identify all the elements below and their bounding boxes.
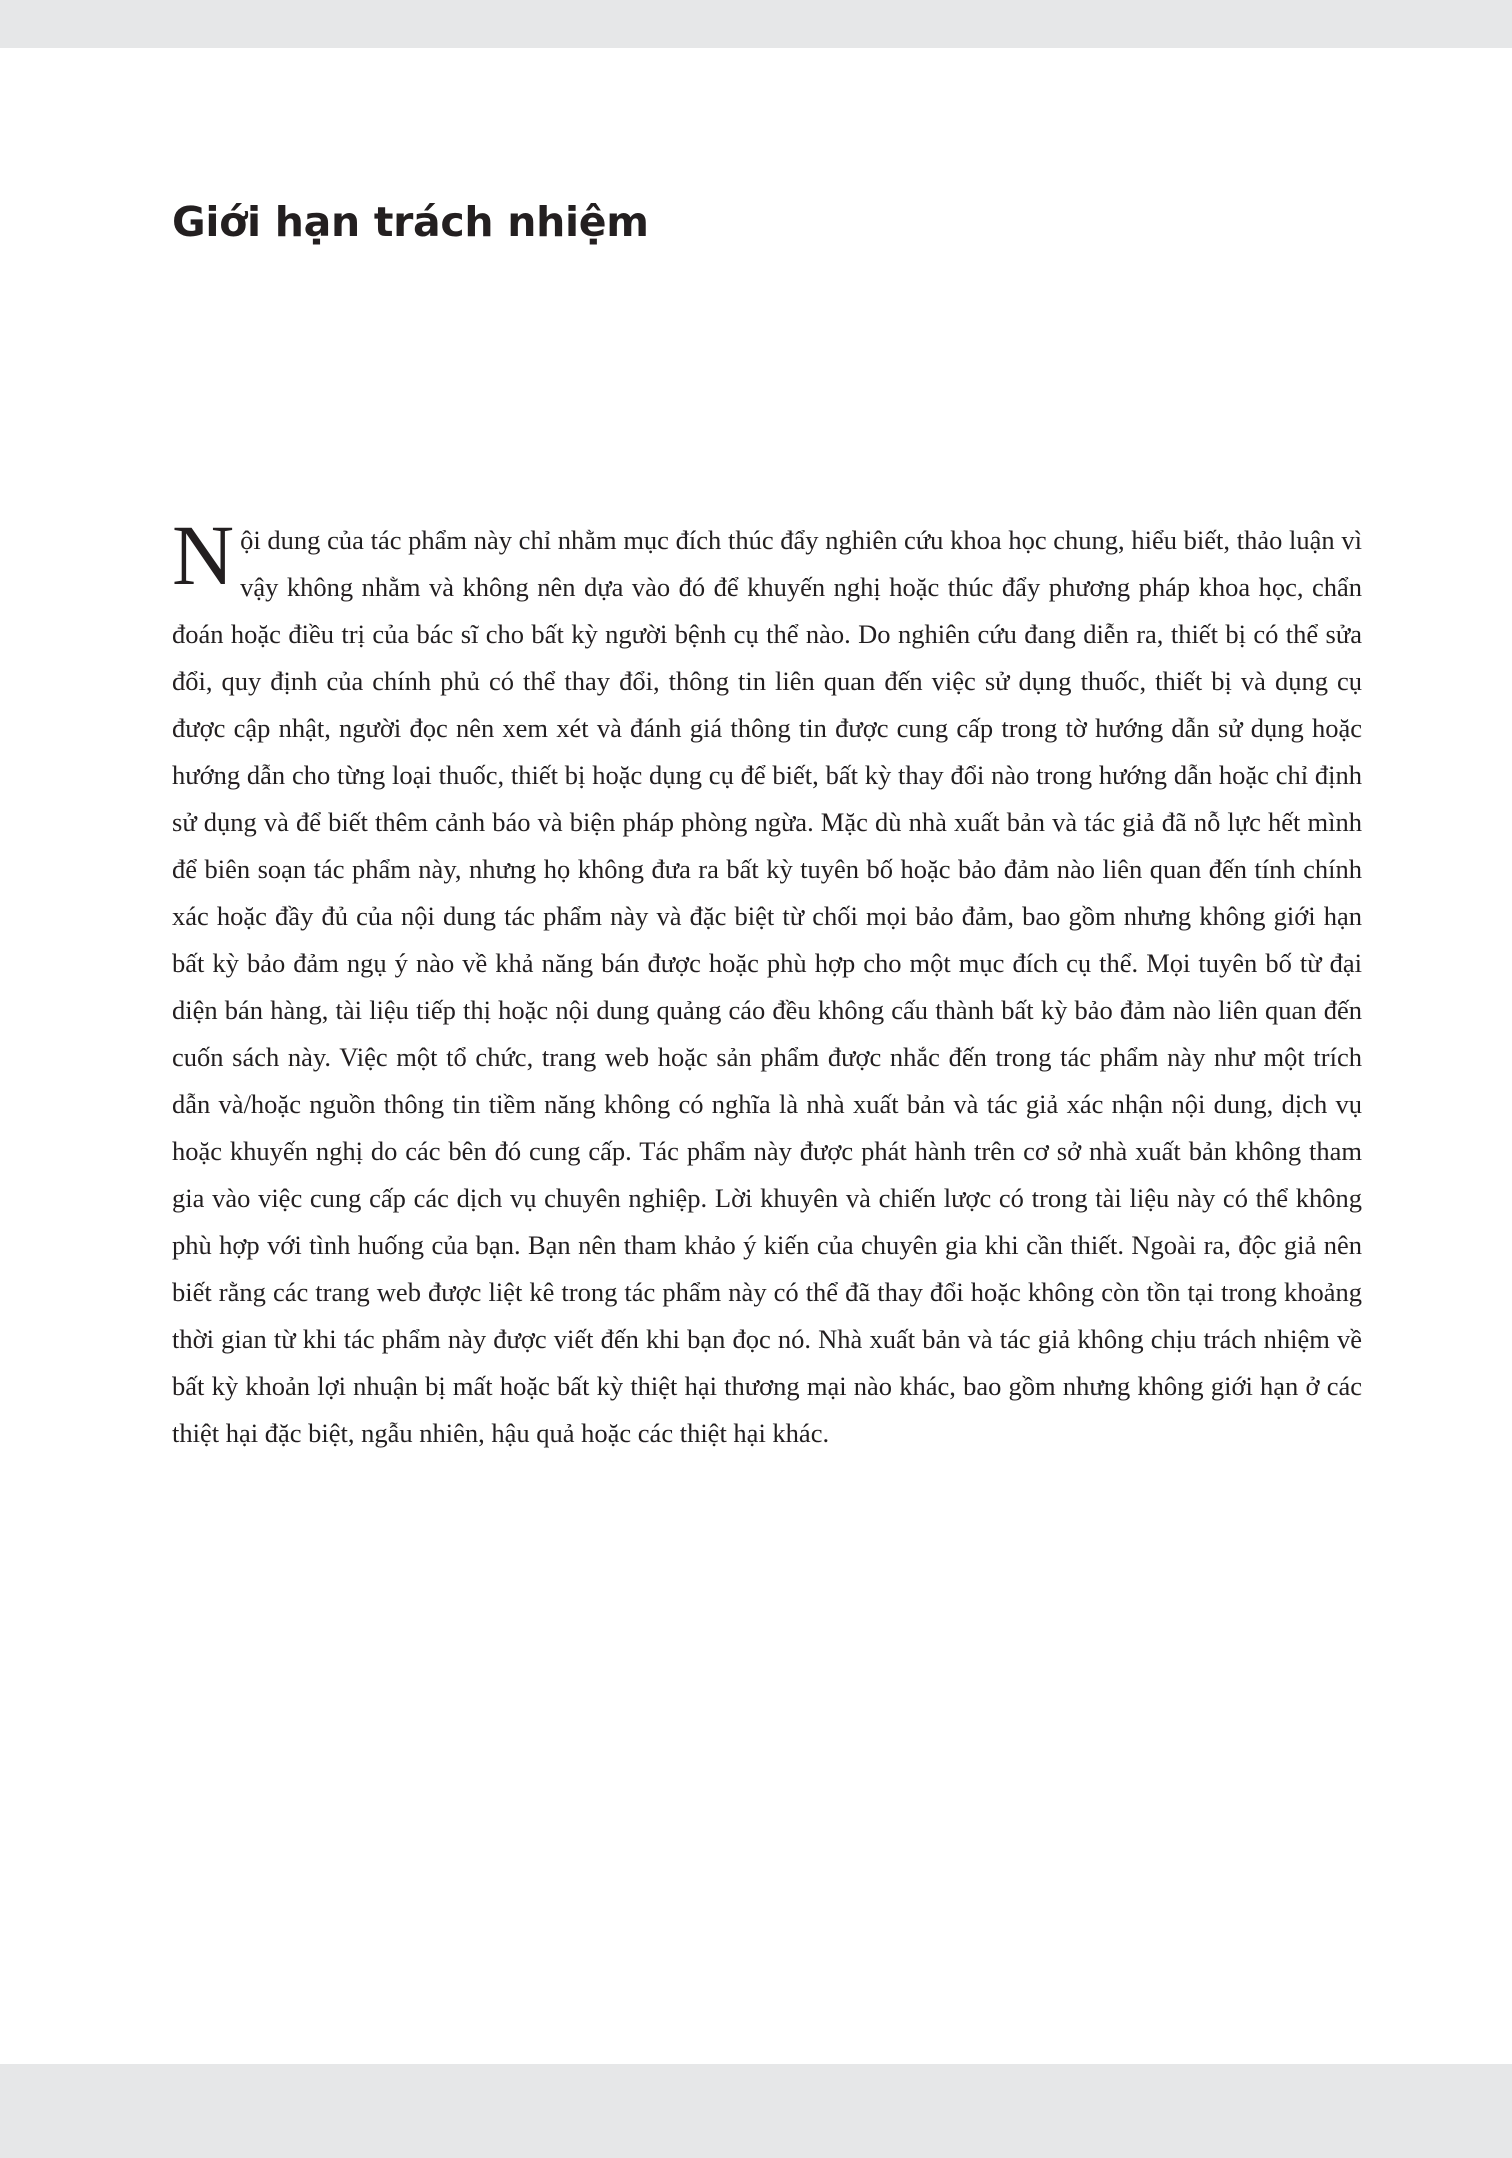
page-title: Giới hạn trách nhiệm [172, 198, 649, 246]
page-content [172, 198, 1362, 1457]
body-text-block [172, 507, 1362, 1457]
disclaimer-paragraph [172, 507, 1362, 1457]
disclaimer-paragraph-text: ội dung của tác phẩm này chỉ nhằm mục đích thúc đẩy nghiên cứu khoa học chung, hiểu biết, thảo luận vì vậy không nhằm và không nên dựa vào đó để khuyến nghị hoặc thúc đẩy phương pháp khoa học, chẩn đoán hoặc điều trị của bác sĩ cho bất kỳ người bệnh cụ thể nào. Do nghiên cứu đang diễn ra, thiết bị có thể sửa đổi, quy định của chính phủ có thể thay đổi, thông tin liên quan đến việc sử dụng thuốc, thiết bị và dụng cụ được cập nhật, người đọc nên xem xét và đánh giá thông tin được cung cấp trong tờ hướng dẫn sử dụng hoặc hướng dẫn cho từng loại thuốc, thiết bị hoặc dụng cụ để biết, bất kỳ thay đổi nào trong hướng dẫn hoặc chỉ định sử dụng và để biết thêm cảnh báo và biện pháp phòng ngừa. Mặc dù nhà xuất bản và tác giả đã nỗ lực hết mình để biên soạn tác phẩm này, nhưng họ không đưa ra bất kỳ tuyên bố hoặc bảo đảm nào liên quan đến tính chính xác hoặc đầy đủ của nội dung tác phẩm này và đặc biệt từ chối mọi bảo đảm, bao gồm nhưng không giới hạn bất kỳ bảo đảm ngụ ý nào về khả năng bán được hoặc phù hợp cho một mục đích cụ thể. Mọi tuyên bố từ đại diện bán hàng, tài liệu tiếp thị hoặc nội dung quảng cáo đều không cấu thành bất kỳ bảo đảm nào liên quan đến cuốn sách này. Việc một tổ chức, trang web hoặc sản phẩm được nhắc đến trong tác phẩm này như một trích dẫn và/hoặc nguồn thông tin tiềm năng không có nghĩa là nhà xuất bản và tác giả xác nhận nội dung, dịch vụ hoặc khuyến nghị do các bên đó cung cấp. Tác phẩm này được phát hành trên cơ sở nhà xuất bản không tham gia vào việc cung cấp các dịch vụ chuyên nghiệp. Lời khuyên và chiến lược có trong tài liệu này có thể không phù hợp với tình huống của bạn. Bạn nên tham khảo ý kiến của chuyên gia khi cần thiết. Ngoài ra, độc giả nên biết rằng các trang web được liệt kê trong tác phẩm này có thể đã thay đổi hoặc không còn tồn tại trong khoảng thời gian từ khi tác phẩm này được viết đến khi bạn đọc nó. Nhà xuất bản và tác giả không chịu trách nhiệm về bất kỳ khoản lợi nhuận bị mất hoặc bất kỳ thiệt hại thương mại nào khác, bao gồm nhưng không giới hạn ở các thiệt hại đặc biệt, ngẫu nhiên, hậu quả hoặc các thiệt hại khác. [172, 525, 1362, 1449]
document-page [0, 48, 1512, 2064]
drop-cap: N [172, 507, 235, 604]
